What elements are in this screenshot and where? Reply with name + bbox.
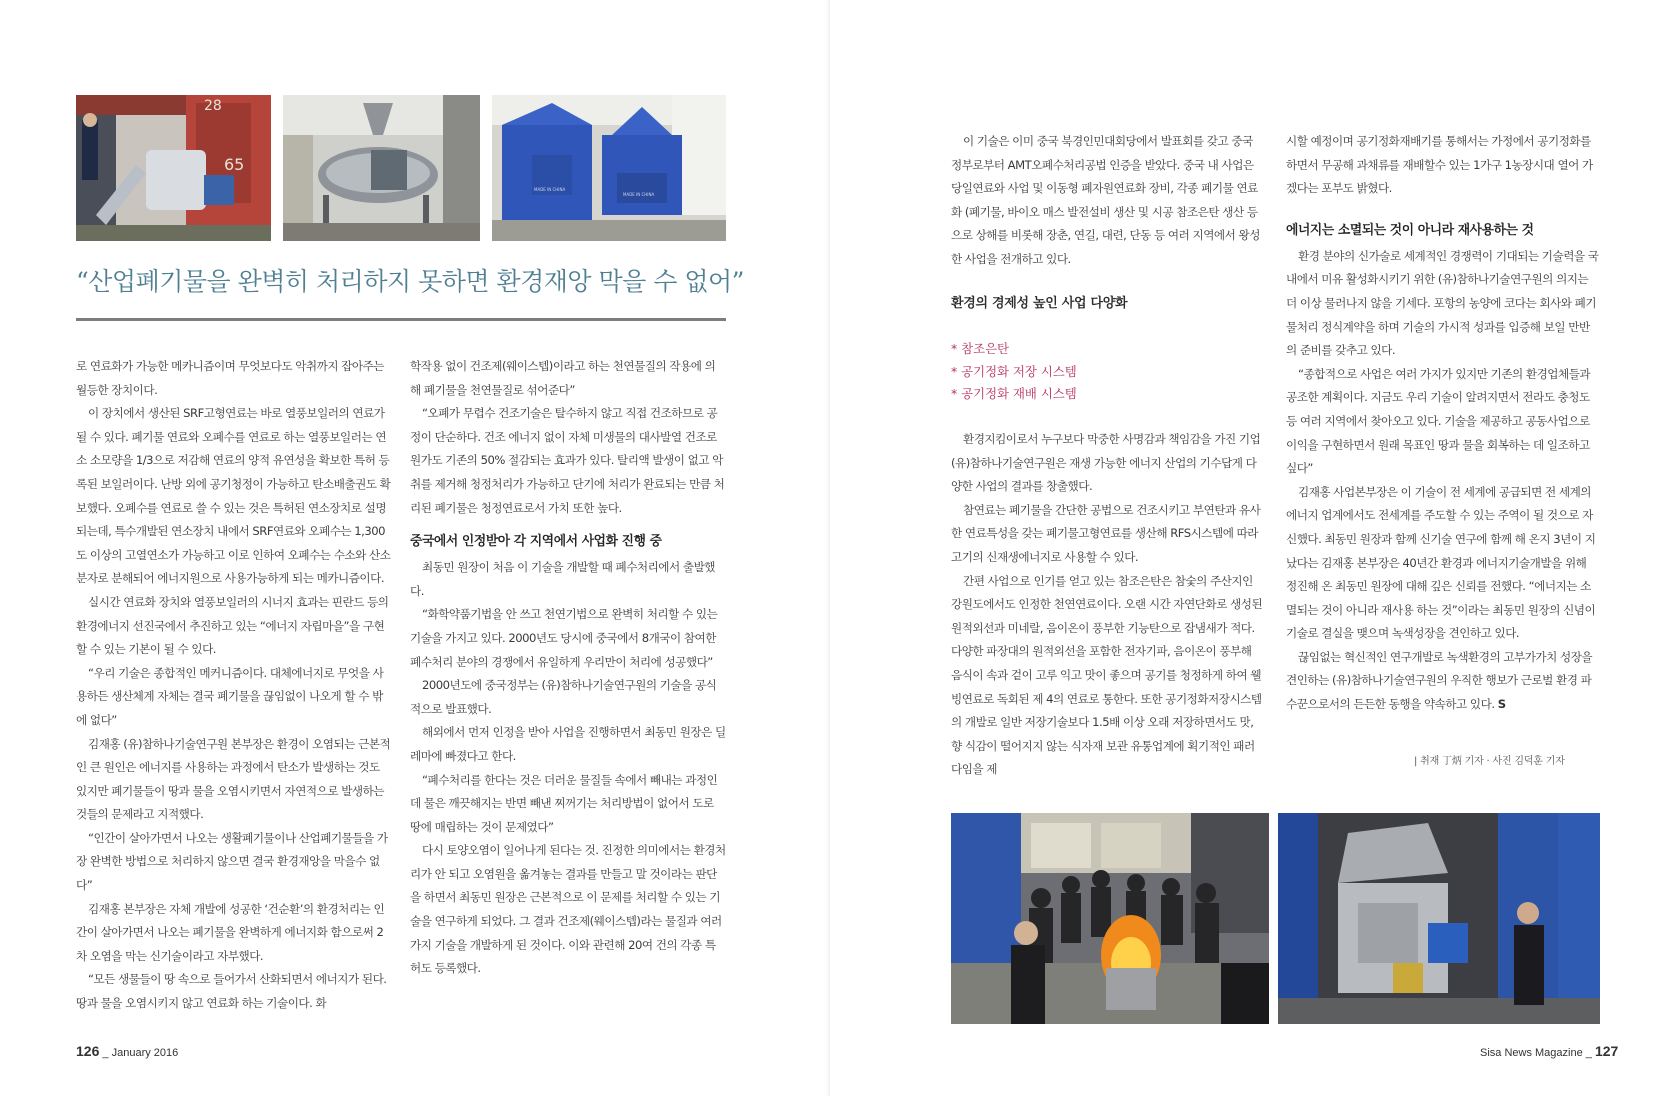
paragraph: 해외에서 먼저 인정을 받아 사업을 진행하면서 최동민 원장은 딜레마에 빠졌다고 한다. bbox=[410, 725, 726, 763]
right-column-1-bottom bbox=[951, 428, 1263, 782]
paragraph: 로 연료화가 가능한 메카니즘이며 무엇보다도 악취까지 잡아주는 월등한 장치이다. bbox=[76, 359, 385, 397]
right-page bbox=[830, 0, 1663, 1096]
section-heading-china: 중국에서 인정받아 각 지역에서 사업화 진행 중 bbox=[410, 534, 662, 550]
paragraph: 최동민 원장이 처음 이 기술을 개발할 때 폐수처리에서 출발했다. bbox=[410, 560, 715, 598]
paragraph: “폐수처리를 한다는 것은 더러운 물질들 속에서 빼내는 과정인데 물은 깨끗해지는 반면 빼낸 찌꺼기는 처리방법이 없어서 도로 땅에 매립하는 것이 문제였다” bbox=[410, 772, 718, 834]
paragraph: “화학약품기법을 안 쓰고 천연기법으로 완벽히 처리할 수 있는 기술을 가지고 있다. 2000년도 당시에 중국에서 8개국이 참여한 폐수처리 분야의 경쟁에서 유일하게 우리만이 처리에 성공했다” bbox=[410, 607, 718, 669]
photo-blue-machines bbox=[492, 95, 726, 241]
left-column-1 bbox=[76, 355, 392, 1016]
list-item: * 공기정화 저장 시스템 bbox=[951, 363, 1077, 379]
list-item: * 참조은탄 bbox=[951, 341, 1010, 356]
paragraph: 이 장치에서 생산된 SRF고형연료는 바로 열풍보일러의 연료가 될 수 있다. 폐기물 연료와 오폐수를 연료로 하는 열풍보일러는 연소 소모량을 1/3으로 저감해 연료의 양적 유연성을 확보한 특허 등록된 보일러이다. 난방 외에 공기청정이 가능하고 탄소배출권도 확보했다. 오폐수를 연료로 쓸 수 있는 것은 특허된 연소장치로 설명되는데, 특수개발된 연소장치 내에서 SRF연료와 오폐수는 1,300도 이상의 고열연소가 가능하고 이로 인하여 오폐수는 수소와 산소분자로 분해되어 에너지원으로 사용가능하게 되는 메카니즘이다. bbox=[76, 406, 391, 586]
paragraph bbox=[1286, 646, 1600, 717]
product-list bbox=[951, 338, 1077, 406]
paragraph: 실시간 연료화 장치와 열풍보일러의 시너지 효과는 핀란드 등의 환경에너지 선진국에서 추진하고 있는 “에너지 자립마을”을 구현할 수 있는 기본이 될 수 있다. bbox=[76, 594, 389, 657]
paragraph: “종합적으로 사업은 여러 가지가 있지만 기존의 환경업체들과 공조한 계획이다. 지금도 우리 기술이 알려지면서 전라도 충청도 등 여러 지역에서 찾아오고 있다. 기술을 제공하고 공동사업으로 이익을 구현하면서 원래 목표인 땅과 물을 회복하는 데 일조하고 싶다” bbox=[1286, 366, 1591, 476]
left-column-2 bbox=[410, 355, 726, 981]
photo-label-28: 28 bbox=[204, 98, 222, 114]
paragraph: 2000년도에 중국정부는 (유)참하나기술연구원의 기술을 공식적으로 발표했다. bbox=[410, 678, 717, 716]
paragraph-text: 끊임없는 혁신적인 연구개발로 녹색환경의 고부가가치 성장을 견인하는 (유)참하나기술연구원의 우직한 행보가 근로벌 환경 파수꾼으로서의 든든한 동행을 약속하고 있다. bbox=[1286, 649, 1593, 712]
paragraph: “우리 기술은 종합적인 메커니즘이다. 대체에너지로 무엇을 사용하든 생산체계 자체는 결국 폐기물을 끊임없이 나오게 할 수 밖에 없다” bbox=[76, 665, 384, 727]
photo-container-machine bbox=[1278, 813, 1600, 1024]
paragraph: 학작용 없이 건조제(웨이스텝)이라고 하는 천연물질의 작용에 의해 폐기물을 천연물질로 섞어준다” bbox=[410, 359, 716, 397]
paragraph: 김재홍 (유)참하나기술연구원 본부장은 환경이 오염되는 근본적인 큰 원인은 에너지를 사용하는 과정에서 탄소가 발생하는 것도 있지만 폐기물들이 땅과 물을 오염시키면서 자연적으로 발생하는 것들의 문제라고 지적했다. bbox=[76, 736, 391, 822]
article-headline: “산업폐기물을 완벽히 처리하지 못하면 환경재앙 막을 수 없어” bbox=[76, 267, 744, 296]
paragraph: 다시 토양오염이 일어나게 된다는 것. 진정한 의미에서는 환경처리가 안 되고 오염원을 옮겨놓는 결과를 만들고 말 것이라는 판단을 하면서 최동민 원장은 근본적으로 이 문제를 처리할 수 있는 기술을 연구하게 되었다. 그 결과 건조제(웨이스텝)라는 물질과 여러 가지 기술을 개발하게 된 것이다. 이와 관련해 20여 건의 각종 특허도 등록했다. bbox=[410, 843, 726, 976]
photo-label-65: 65 bbox=[224, 155, 245, 174]
photo-auger-machine bbox=[76, 95, 271, 241]
paragraph: 환경지킴이로서 누구보다 막중한 사명감과 책임감을 가진 기업 (유)참하나기술연구원은 재생 가능한 에너지 산업의 기수답게 다양한 사업의 결과를 창출했다. bbox=[951, 432, 1261, 494]
right-column-2 bbox=[1286, 130, 1600, 717]
paragraph: 이 기술은 이미 중국 북경인민대회당에서 발표회를 갖고 중국 정부로부터 AMT오폐수처리공법 인증을 받았다. 중국 내 사업은 당일연료와 사업 및 이동형 폐자원연료화 장비, 각종 폐기물 연료화 (폐기물, 바이오 매스 발전설비 생산 및 시공 참조은탄 생산 등으로 상해를 비롯해 장춘, 연길, 대련, 단동 등 여러 지역에서 왕성한 사업을 전개하고 있다. bbox=[951, 134, 1260, 266]
paragraph: 김재홍 사업본부장은 이 기술이 전 세계에 공급되면 전 세계의 에너지 업계에서도 전세계를 주도할 수 있는 주역이 될 것으로 자신했다. 최동민 원장과 함께 신기술 연구에 함께 해 온지 3년이 지났다는 김재홍 본부장은 40년간 환경과 에너지기술개발을 위해 정진해 온 최동민 원장에 대해 깊은 신뢰를 전했다. “에너지는 소멸되는 것이 아니라 재사용 하는 것”이라는 최동민 원장의 신념이 기술로 결실을 맺으며 녹색성장을 견인하고 있다. bbox=[1286, 484, 1596, 641]
headline-divider bbox=[76, 318, 726, 321]
section-heading-energy: 에너지는 소멸되는 것이 아니라 재사용하는 것 bbox=[1286, 222, 1534, 238]
page-number-left: 126 bbox=[76, 1043, 100, 1059]
section-heading-business: 환경의 경제성 높인 사업 다양화 bbox=[951, 296, 1128, 311]
paragraph: 시할 예정이며 공기정화재배기를 통해서는 가정에서 공기정화를 하면서 무공해 과채류를 재배할수 있는 1가구 1농장시대 열어 가겠다는 포부도 밝혔다. bbox=[1286, 134, 1593, 196]
photo-stainless-machine bbox=[283, 95, 480, 241]
paragraph: “오폐가 무렵수 건조기술은 탈수하지 않고 직접 건조하므로 공정이 단순하다. 건조 에너지 없이 자체 미생물의 대사발열 건조로 원가도 기존의 50% 절감되는 효과가 있다. 탈리액 발생이 없고 악취를 제거해 청정처리가 가능하고 단기에 처리가 완료되는 만큼 처리된 폐기물은 청정연료로서 가치 또한 높다. bbox=[410, 406, 725, 515]
paragraph: 김재홍 본부장은 자체 개발에 성공한 ‘건순환’의 환경처리는 인간이 살아가면서 나오는 폐기물을 완벽하게 에너지화 함으로써 2차 오염을 막는 신기술이라고 자부했다. bbox=[76, 901, 385, 963]
photo-credit: | 취재 丁炳 기자 · 사진 김덕훈 기자 bbox=[1414, 756, 1565, 767]
folio-left bbox=[76, 1043, 178, 1059]
machine-tag-2: MADE IN CHINA bbox=[623, 192, 655, 197]
right-column-1-top bbox=[951, 130, 1263, 272]
left-page bbox=[0, 0, 830, 1096]
paragraph: 참연료는 폐기물을 간단한 공법으로 건조시키고 부연탄과 유사한 연료특성을 갖는 폐기물고형연료를 생산해 RFS시스템에 따라 고기의 신재생에너지로 사용할 수 있다. bbox=[951, 502, 1261, 564]
folio-right bbox=[1480, 1043, 1618, 1059]
paragraph: 간편 사업으로 인기를 얻고 있는 참조은탄은 참숯의 주산지인 강원도에서도 인정한 천연연료이다. 오랜 시간 자연단화로 생성된 원적외선과 미네랄, 음이온이 풍부한 기능탄으로 잡냄새가 적다. 다양한 파장대의 원적외선을 포함한 전자기파, 음이온이 풍부해 음식이 속과 겉이 고루 익고 맛이 좋으며 공기를 청정하게 하여 웰빙연료로 독회된 제 4의 연료로 통한다. 또한 공기정화저장시스템의 개발로 일반 저장기술보다 1.5배 이상 오래 저장하면서도 맛, 향 식감이 떨어지지 않는 식자재 보관 유통업계에 획기적인 패러다임을 제 bbox=[951, 573, 1263, 777]
issue-date: _ January 2016 bbox=[102, 1047, 179, 1059]
paragraph: 환경 분야의 신가술로 세계적인 경쟁력이 기대되는 기술력을 국내에서 미유 활성화시키기 위한 (유)참하나기술연구원의 의지는 더 이상 물러나지 않을 기세다. 포항의 농양에 코다는 회사와 폐기물처리 정식계약을 하며 기술의 가시적 성과를 입증해 보일 만반의 준비를 갖추고 있다. bbox=[1286, 248, 1599, 358]
paragraph: “인간이 살아가면서 나오는 생활폐기물이나 산업폐기물들을 가장 완벽한 방법으로 처리하지 않으면 결국 환경재앙을 막을수 없다” bbox=[76, 830, 388, 893]
page-number-right: 127 bbox=[1594, 1043, 1619, 1059]
paragraph: “모든 생물들이 땅 속으로 들어가서 산화되면서 에너지가 된다. 땅과 물을 오염시키지 않고 연료화 하는 기술이다. 화 bbox=[76, 972, 387, 1011]
list-item: * 공기정화 재배 시스템 bbox=[951, 386, 1077, 402]
magazine-name: Sisa News Magazine _ bbox=[1480, 1047, 1592, 1059]
end-mark: S bbox=[1497, 697, 1506, 712]
photo-fire-demonstration bbox=[951, 813, 1269, 1024]
machine-tag-1: MADE IN CHINA bbox=[534, 187, 566, 192]
